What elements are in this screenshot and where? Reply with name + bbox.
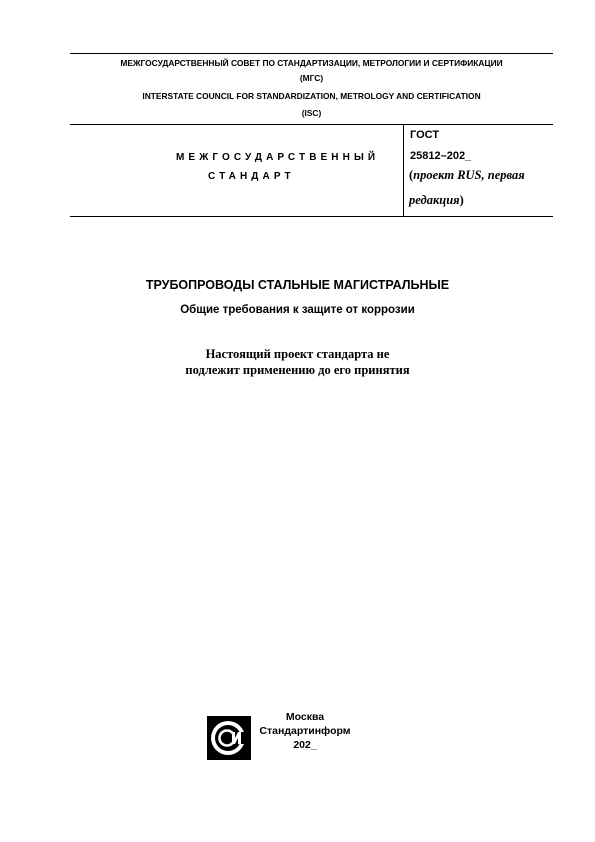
council-name-ru: МЕЖГОСУДАРСТВЕННЫЙ СОВЕТ ПО СТАНДАРТИЗАЦИИ, МЕТРОЛОГИИ И СЕРТИФИКАЦИИ (120, 58, 503, 68)
council-name-en: INTERSTATE COUNCIL FOR STANDARDIZATION, METROLOGY AND CERTIFICATION (142, 91, 481, 101)
publisher-city: Москва (285, 711, 325, 723)
gost-number: 25812–202_ (410, 150, 472, 162)
council-abbr-ru: (МГС) (299, 73, 324, 83)
standartinform-logo-icon (205, 714, 253, 762)
draft-notice (0, 346, 595, 378)
standard-bottom-rule (70, 216, 553, 217)
document-title: ТРУБОПРОВОДЫ СТАЛЬНЫЕ МАГИСТРАЛЬНЫЕ (145, 278, 450, 292)
gost-label: ГОСТ (410, 129, 440, 141)
edition-paren-close: ) (459, 193, 464, 207)
edition-note (409, 163, 559, 213)
council-abbr-en: (ISC) (301, 108, 322, 118)
publisher-block (250, 710, 360, 752)
standard-type-line2: СТАНДАРТ (208, 171, 295, 182)
publisher-year: 202_ (293, 739, 317, 751)
header-top-rule (70, 53, 553, 54)
edition-text: проект RUS, первая редакция (409, 168, 525, 207)
publisher-name: Стандартинформ (259, 725, 351, 737)
draft-notice-line2: подлежит применению до его принятия (185, 363, 410, 377)
standard-type-line1: МЕЖГОСУДАРСТВЕННЫЙ (176, 152, 380, 163)
edition-paren-open: ( (409, 168, 414, 182)
standard-column-divider (403, 125, 404, 217)
document-subtitle: Общие требования к защите от коррозии (180, 304, 415, 316)
header-bottom-rule (70, 124, 553, 125)
draft-notice-line1: Настоящий проект стандарта не (205, 347, 390, 361)
